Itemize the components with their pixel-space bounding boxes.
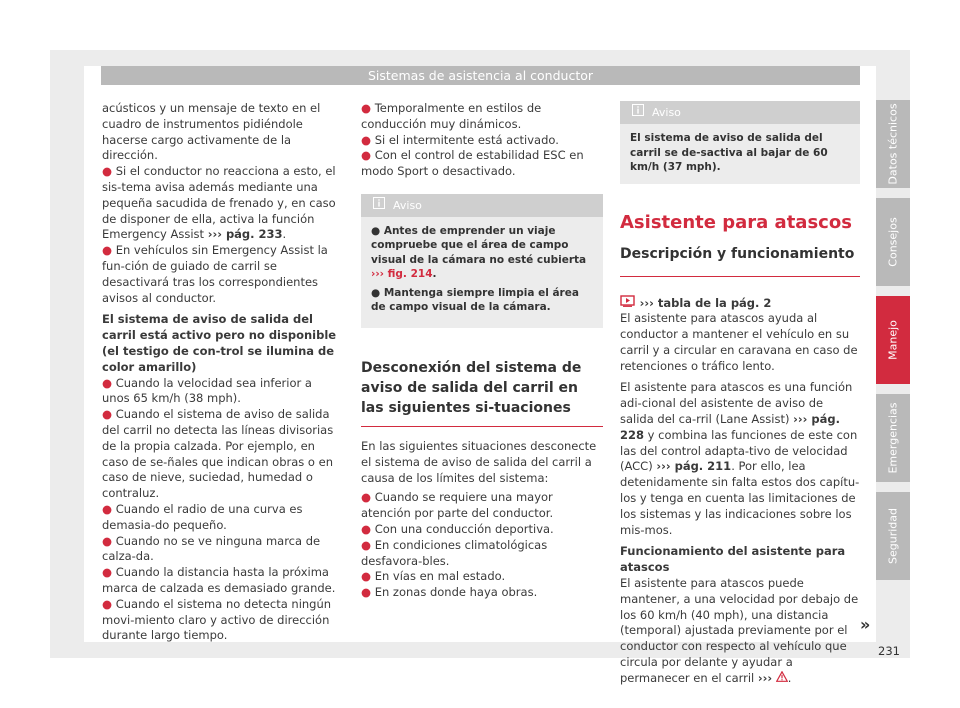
list-item: ● Si el intermitente está activado.: [361, 132, 559, 147]
column-3: [620, 101, 860, 687]
column-2: [361, 101, 603, 601]
bullet-icon: ●: [102, 164, 116, 179]
reference-line: [620, 295, 860, 312]
notice-body: [361, 217, 603, 328]
bullet-icon: ●: [371, 286, 384, 299]
list-item: ● Cuando la distancia hasta la próxima marca de calzada es demasiado grande.: [102, 565, 336, 595]
bullet-icon: ●: [102, 596, 116, 611]
list-item: ● Mantenga siempre limpia el área de campo visual de la cámara.: [371, 286, 579, 314]
section-heading: El sistema de aviso de salida del carril está activo pero no disponible (el testigo de con-trol se ilumina de color amarillo): [102, 312, 337, 374]
notice-box: [620, 101, 860, 184]
list-item: ● Cuando el sistema no detecta ningún movi-miento claro y activo de dirección durante largo tiempo.: [102, 596, 332, 643]
tab-seguridad[interactable]: Seguridad: [876, 492, 910, 580]
column-1: [102, 101, 340, 644]
list-item: ● Cuando no se ve ninguna marca de calza-da.: [102, 533, 321, 564]
page-link[interactable]: ››› pág. 228: [620, 412, 840, 442]
bullet-icon: ●: [371, 224, 384, 237]
tab-manejo[interactable]: Manejo: [876, 296, 910, 384]
notice-header: Aviso: [361, 194, 603, 217]
list-item: ● En vehículos sin Emergency Assist la fun-ción de guiado de carril se desactivará tras los correspondientes avisos al conductor.: [102, 243, 328, 305]
info-icon: [632, 101, 644, 124]
tab-consejos[interactable]: Consejos: [876, 198, 910, 286]
section-title: Desconexión del sistema de aviso de salida del carril en las siguientes si-tuaciones: [361, 358, 603, 427]
page-link[interactable]: ››› pág. 233: [207, 227, 283, 242]
bullet-icon: ●: [361, 490, 375, 505]
notice-box: [361, 194, 603, 328]
notice-body: El sistema de aviso de salida del carril se de-sactiva al bajar de 60 km/h (37 mph).: [630, 132, 828, 173]
tab-emergencias[interactable]: Emergencias: [876, 394, 910, 482]
list-item: ● Con una conducción deportiva.: [361, 521, 554, 536]
section-heading: Funcionamiento del asistente para atascos: [620, 544, 846, 575]
warning-icon: [776, 671, 788, 685]
bullet-icon: ●: [361, 521, 375, 536]
bullet-icon: ●: [361, 132, 375, 147]
bullet-icon: ●: [102, 407, 116, 422]
list-item: ● En zonas donde haya obras.: [361, 585, 538, 600]
list-item: ● Cuando la velocidad sea inferior a unos 65 km/h (38 mph).: [102, 375, 312, 406]
paragraph: El asistente para atascos ayuda al conductor a mantener el vehículo en su carril y a circular en caravana en caso de retenciones o tráfico lento.: [620, 311, 858, 373]
bullet-icon: ●: [102, 243, 116, 258]
bullet-icon: ●: [102, 565, 116, 580]
bullet-icon: ●: [361, 569, 375, 584]
list-item: ● En vías en mal estado.: [361, 569, 506, 584]
bullet-icon: ●: [102, 533, 116, 548]
paragraph: El asistente para atascos es una función adi-cional del asistente de aviso de salida del ca-rril (Lane Assist) ››› pág. 228 y combina las funciones de este con las del control adapta-tivo de velocidad (ACC) ››› pág. 211. Por ello, lea detenidamente sin falta estos dos capítu-los y tenga en cuenta las limitaciones de los sistemas y las indicaciones sobre los mis-mos.: [620, 380, 860, 537]
list-item: ● Cuando el sistema de aviso de salida del carril no detecta las líneas divisorias de la propia calzada. Por ejemplo, en caso de se-ñales que indican obras o en caso de nieve, suciedad, humedad o contraluz.: [102, 407, 334, 501]
figure-link[interactable]: ››› fig. 214: [371, 268, 433, 281]
section-title: Asistente para atascos: [620, 211, 852, 233]
list-item: ● Cuando se requiere una mayor atención por parte del conductor.: [361, 490, 554, 521]
paragraph: acústicos y un mensaje de texto en el cuadro de instrumentos pidiéndole hacerse cargo activamente de la dirección.: [102, 101, 321, 163]
bullet-icon: ●: [361, 148, 375, 163]
paragraph: En las siguientes situaciones desconecte el sistema de aviso de salida del carril a causa de los límites del sistema:: [361, 438, 597, 485]
warning-link[interactable]: ›››: [757, 670, 773, 685]
bullet-icon: ●: [361, 537, 375, 552]
list-item: ● Antes de emprender un viaje compruebe que el área de campo visual de la cámara no esté cubierta ››› fig. 214.: [371, 224, 587, 281]
bullet-icon: ●: [361, 585, 375, 600]
display-icon: [620, 296, 640, 310]
bullet-icon: ●: [361, 101, 375, 115]
continue-arrow-icon: »: [860, 615, 871, 634]
list-item: ● Temporalmente en estilos de conducción muy dinámicos.: [361, 101, 542, 131]
chapter-header: Sistemas de asistencia al conductor: [101, 66, 860, 85]
bullet-icon: ●: [102, 501, 116, 516]
subsection-title: Descripción y funcionamiento: [620, 244, 860, 277]
list-item: ● Cuando el radio de una curva es demasia-do pequeño.: [102, 501, 303, 532]
page-number: 231: [878, 644, 900, 658]
bullet-icon: ●: [102, 375, 116, 390]
list-item: ● En condiciones climatológicas desfavora-bles.: [361, 537, 548, 568]
tab-datos-tecnicos[interactable]: Datos técnicos: [876, 100, 910, 188]
paragraph: El asistente para atascos puede mantener, a una velocidad por debajo de los 60 km/h (40 mph), una distancia (temporal) ajustada previamente por el conductor con respecto al vehículo que circula por delante y ayudar a permanecer en el carril ››› .: [620, 576, 859, 685]
list-item: ● Con el control de estabilidad ESC en modo Sport o desactivado.: [361, 148, 584, 179]
page-link[interactable]: ››› pág. 211: [656, 459, 732, 474]
info-icon: [373, 194, 385, 217]
table-link[interactable]: ››› tabla de la pág. 2: [639, 295, 772, 310]
list-item: ● Si el conductor no reacciona a esto, el sis-tema avisa además mediante una pequeña sacudida de frenado y, en caso de disponer de ella, activa la función Emergency Assist ››› pág. 233.: [102, 164, 336, 242]
notice-header: Aviso: [620, 101, 860, 124]
